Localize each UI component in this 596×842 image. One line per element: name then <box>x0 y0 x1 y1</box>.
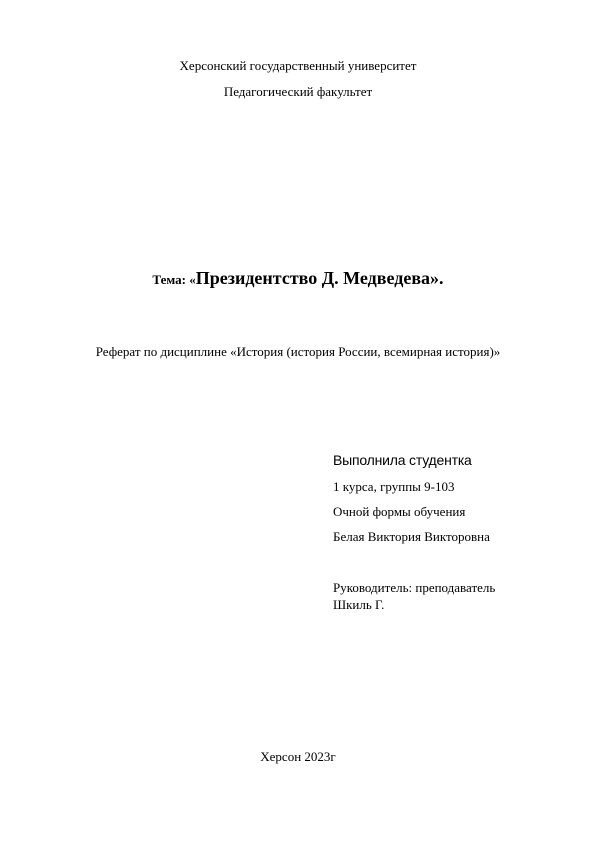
topic-line <box>0 268 596 289</box>
supervisor-label: Руководитель: преподаватель <box>333 580 496 595</box>
topic-lead: Тема: « <box>152 272 196 287</box>
faculty-name: Педагогический факультет <box>223 84 373 99</box>
supervisor-name: Шкиль Г. <box>333 597 385 612</box>
author-name: Белая Виктория Викторовна <box>333 529 490 544</box>
discipline-line: Реферат по дисциплине «История (история России, всемирная история)» <box>95 344 501 359</box>
author-heading: Выполнила студентка <box>333 452 472 468</box>
city-year: Херсон 2023г <box>260 749 336 764</box>
author-course: 1 курса, группы 9-103 <box>333 479 455 494</box>
university-name: Херсонский государственный университет <box>179 58 417 73</box>
author-study-form: Очной формы обучения <box>333 504 466 519</box>
topic-title: Президентство Д. Медведева». <box>195 268 444 288</box>
